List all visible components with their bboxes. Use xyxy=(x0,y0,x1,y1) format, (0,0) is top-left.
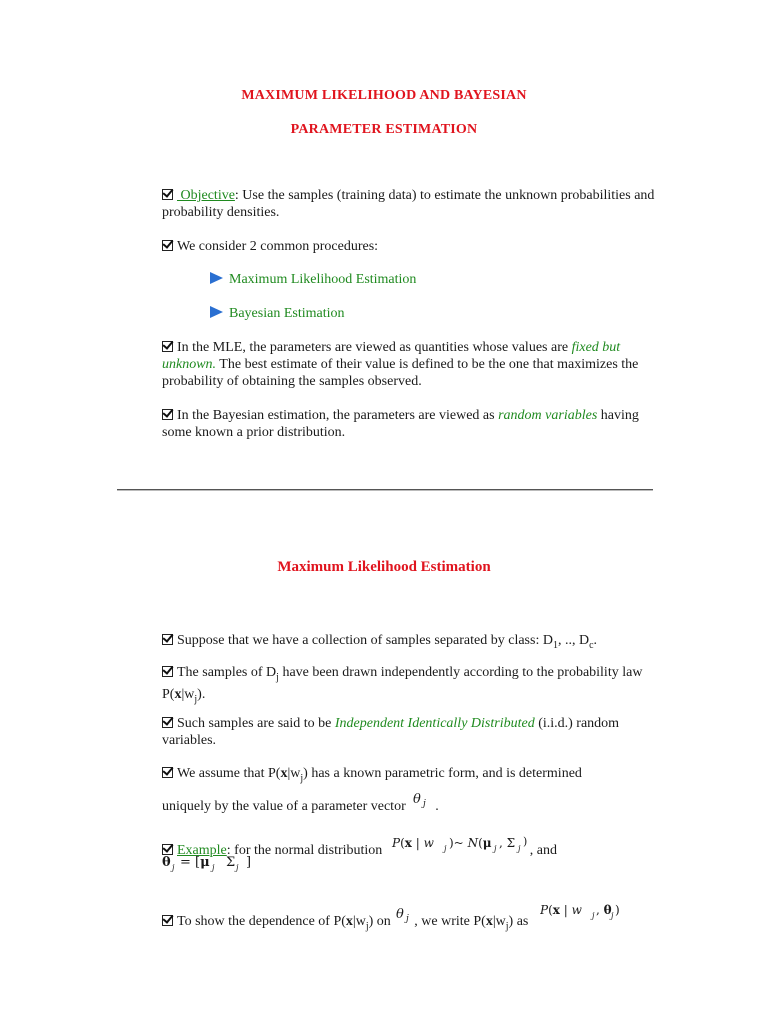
svg-text:j: j xyxy=(236,863,239,872)
section-divider xyxy=(117,489,653,491)
checkbox-icon xyxy=(162,634,173,645)
p2-x: x xyxy=(174,686,182,702)
svg-text:θ: θ xyxy=(162,855,171,870)
checkbox-icon xyxy=(162,240,173,251)
parametric-paragraph-line2 xyxy=(162,790,662,815)
p4-period: . xyxy=(435,799,439,814)
p2-sub: j xyxy=(276,671,279,683)
p1-text-mid: , .., D xyxy=(557,633,590,648)
procedure-1-label: Maximum Likelihood Estimation xyxy=(229,272,417,287)
svg-text:j: j xyxy=(423,799,427,808)
p5-text-a: : for the normal distribution xyxy=(226,843,383,858)
svg-text:j: j xyxy=(517,844,521,853)
svg-text:, θ: , θ xyxy=(595,903,612,917)
p6-text-f: ) as xyxy=(508,914,529,929)
p6-x2: x xyxy=(485,914,493,929)
svg-text:, Σ: , Σ xyxy=(498,836,515,850)
p3-text-a: Such samples are said to be xyxy=(177,716,335,731)
parametric-paragraph xyxy=(162,765,662,787)
p3-iid: Independent Identically Distributed xyxy=(334,716,535,731)
checkbox-icon xyxy=(162,341,173,352)
p6-sub: j xyxy=(365,920,369,932)
svg-text:j: j xyxy=(212,863,215,872)
p6-text-d: , we write P( xyxy=(414,914,486,929)
svg-text:j: j xyxy=(172,863,175,872)
svg-text:j: j xyxy=(493,844,497,853)
samples-paragraph xyxy=(162,632,682,654)
p6-text-a: To show the dependence of P( xyxy=(177,914,346,929)
procedure-item-mle xyxy=(210,271,416,288)
procedures-paragraph xyxy=(162,238,662,255)
iid-paragraph xyxy=(162,715,662,749)
svg-text:j: j xyxy=(443,844,447,853)
drawn-paragraph xyxy=(162,664,662,708)
p4-sub: j xyxy=(300,772,304,784)
bayes-text-rv: random variables xyxy=(498,408,598,423)
svg-text:P(x | w: P(x | w xyxy=(391,836,434,850)
dependence-paragraph xyxy=(162,901,682,935)
p6-text-b: |w xyxy=(352,914,366,929)
svg-text:)~ N(μ: )~ N(μ xyxy=(448,836,492,850)
page-title-line1: MAXIMUM LIKELIHOOD AND BAYESIAN xyxy=(241,88,527,103)
mle-text-fixed: fixed but unknown. xyxy=(162,340,621,372)
procedure-2-label: Bayesian Estimation xyxy=(229,306,345,321)
example-label: Example xyxy=(177,843,227,858)
procedure-item-bayes xyxy=(210,305,344,322)
svg-text:Σ: Σ xyxy=(226,855,236,870)
mle-text-a: In the MLE, the parameters are viewed as quantities whose values are xyxy=(177,340,572,355)
conditional-probability-formula xyxy=(540,901,620,921)
checkbox-icon xyxy=(162,767,173,778)
p6-sub2: j xyxy=(505,920,509,932)
svg-text:θ: θ xyxy=(413,792,422,807)
theta-j-formula xyxy=(411,790,435,808)
p3-text-b: (i.i.d.) random variables. xyxy=(162,716,620,748)
arrow-bullet-icon xyxy=(210,272,223,284)
mle-paragraph xyxy=(162,339,662,390)
theta-j-formula xyxy=(394,905,414,923)
procedures-text: We consider 2 common procedures: xyxy=(177,239,379,254)
checkbox-icon xyxy=(162,409,173,420)
section-heading: Maximum Likelihood Estimation xyxy=(277,559,491,575)
p6-text-e: |w xyxy=(492,914,506,929)
svg-text:= [μ: = [μ xyxy=(180,855,210,870)
p2-text-b: have been drawn independently according to the probability law P( xyxy=(162,665,643,702)
p4-text-c: ) has a known parametric form, and is determined xyxy=(303,766,582,781)
p4-text-a: We assume that P( xyxy=(177,766,281,781)
example-paragraph-line2 xyxy=(162,852,662,875)
p2-text-c: |w xyxy=(181,686,195,702)
checkbox-icon xyxy=(162,666,173,677)
p2-text-a: The samples of D xyxy=(177,665,277,680)
bayes-paragraph xyxy=(162,407,662,441)
svg-text:P(x | w: P(x | w xyxy=(539,903,582,917)
p6-text-c: ) on xyxy=(368,914,391,929)
objective-text: : Use the samples (training data) to estimate the unknown probabilities and probability densities. xyxy=(162,188,655,220)
page-title-line2: PARAMETER ESTIMATION xyxy=(290,122,478,137)
p1-text-end: . xyxy=(593,633,598,648)
checkbox-icon xyxy=(162,717,173,728)
theta-vector-formula xyxy=(162,852,272,874)
bayes-text-a: In the Bayesian estimation, the parameters are viewed as xyxy=(177,408,499,423)
svg-text:]: ] xyxy=(246,855,252,870)
svg-text:): ) xyxy=(614,903,620,917)
checkbox-icon xyxy=(162,189,173,200)
p2-text-d: ). xyxy=(197,686,206,702)
p1-sub1: 1 xyxy=(552,639,558,651)
p1-sub2: c xyxy=(589,639,594,651)
mle-text-b: The best estimate of their value is defined to be the one that maximizes the probability of obtaining the samples observed. xyxy=(162,357,639,389)
p6-x: x xyxy=(345,914,353,929)
svg-text:θ: θ xyxy=(396,907,405,922)
p4-text-b: |w xyxy=(287,766,301,781)
p5-and: , and xyxy=(529,843,558,858)
bayes-text-b: having some known a prior distribution. xyxy=(162,408,639,440)
p1-text-a: Suppose that we have a collection of samples separated by class: D xyxy=(177,633,553,648)
p2-sub2: j xyxy=(194,693,198,705)
p4-text-d: uniquely by the value of a parameter vector xyxy=(162,799,406,814)
objective-paragraph xyxy=(162,187,662,221)
svg-text:): ) xyxy=(522,835,528,848)
arrow-bullet-icon xyxy=(210,306,223,318)
svg-text:j: j xyxy=(591,911,595,920)
svg-text:j: j xyxy=(406,914,410,923)
objective-label: Objective xyxy=(177,188,235,203)
p4-x: x xyxy=(280,766,288,781)
checkbox-icon xyxy=(162,915,173,926)
svg-text:j: j xyxy=(610,911,614,920)
